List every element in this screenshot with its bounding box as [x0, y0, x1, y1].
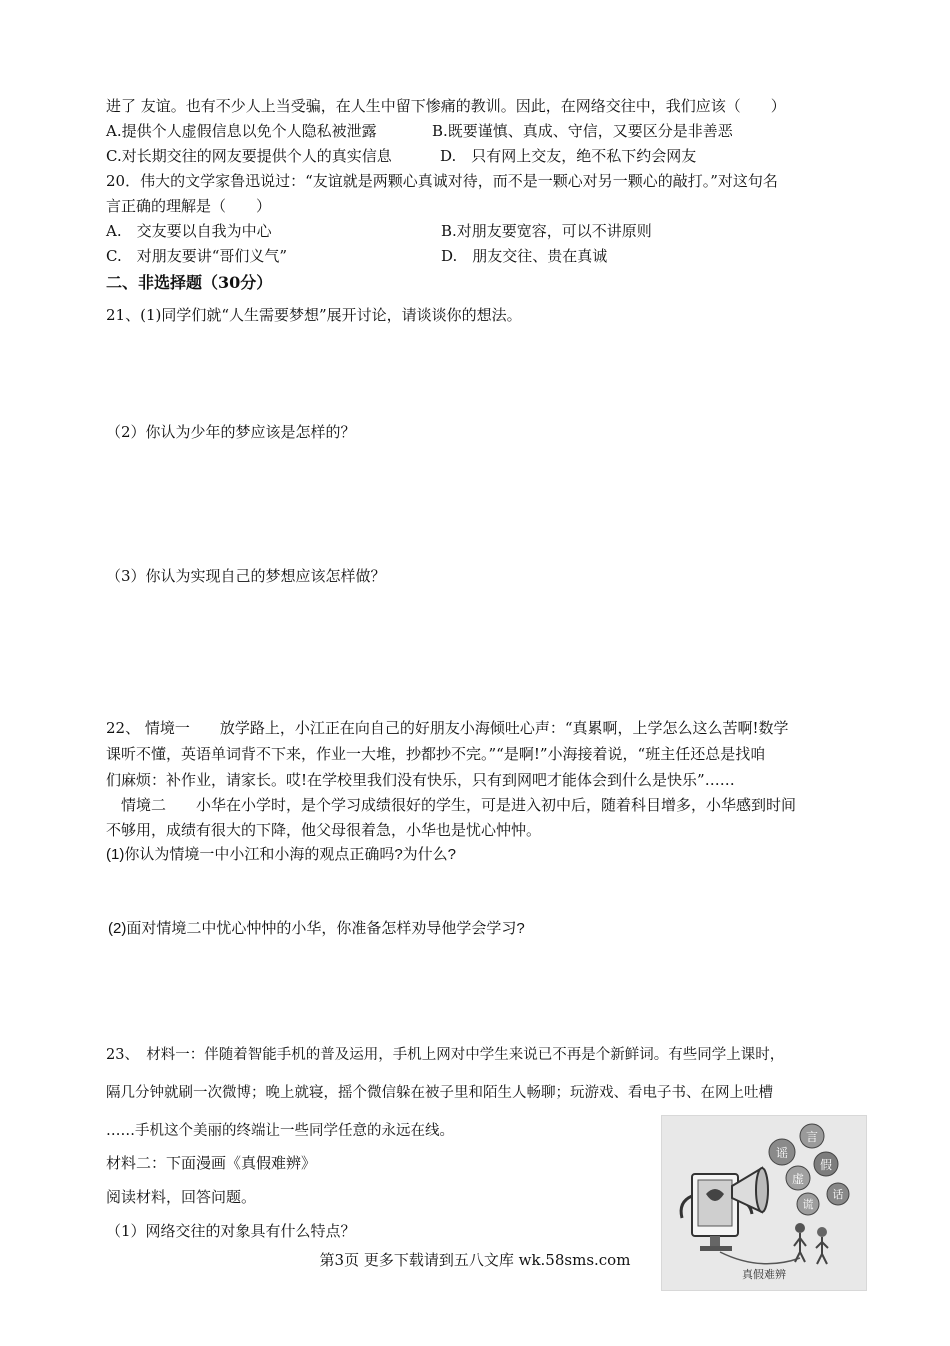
q20-option-a: A. 交友要以自我为中心 — [106, 222, 272, 240]
line-q19-stem-tail: 进了 友谊。也有不少人上当受骗，在人生中留下惨痛的教训。因此，在网络交往中，我们应该（ ） — [106, 97, 786, 115]
q22-line2: 课听不懂，英语单词背不下来，作业一大堆，抄都抄不完。”“是啊!”小海接着说，“班主任还总是找咱 — [106, 745, 766, 763]
q20-option-b: B.对朋友要宽容，可以不讲原则 — [441, 222, 652, 240]
q19-option-d: D. 只有网上交友，绝不私下约会网友 — [440, 147, 697, 165]
q22-line4: 情境二 小华在小学时，是个学习成绩很好的学生，可是进入初中后，随着科目增多，小华感到时间 — [106, 796, 797, 814]
q23-material2: 材料二：下面漫画《真假难辨》 — [106, 1154, 317, 1172]
q19-option-b: B.既要谨慎、真成、守信，又要区分是非善恶 — [432, 122, 733, 140]
q22-line3: 们麻烦：补作业，请家长。哎!在学校里我们没有快乐，只有到网吧才能体会到什么是快乐”…… — [106, 771, 735, 789]
bubble-char-6: 话 — [832, 1188, 844, 1201]
q19-option-c: C.对长期交往的网友要提供个人的真实信息 — [106, 147, 392, 165]
q22-part1: (1)你认为情境一中小江和小海的观点正确吗?为什么? — [106, 846, 457, 863]
q21-part2: （2）你认为少年的梦应该是怎样的？ — [106, 423, 356, 441]
q23-line1: 23、 材料一：伴随着智能手机的普及运用，手机上网对中学生来说已不再是个新鲜词。有些同学上课时， — [106, 1047, 785, 1063]
q19-option-a: A.提供个人虚假信息以免个人隐私被泄露 — [106, 122, 377, 140]
q20-stem-line1: 20．伟大的文学家鲁迅说过：“友谊就是两颗心真诚对待，而不是一颗心对另一颗心的敲打。”对这句名 — [106, 172, 778, 190]
q22-line1: 22、 情境一 放学路上，小江正在向自己的好朋友小海倾吐心声：“真累啊，上学怎么这么苦啊!数学 — [106, 719, 789, 737]
bubble-char-2: 言 — [805, 1130, 819, 1144]
q23-line3: ……手机这个美丽的终端让一些同学任意的永远在线。 — [106, 1123, 454, 1139]
cartoon-caption: 真假难辨 — [742, 1268, 786, 1281]
bubble-char-3: 虚 — [791, 1172, 805, 1186]
q22-part2: (2)面对情境二中忧心忡忡的小华，你准备怎样劝导他学会学习? — [108, 920, 525, 937]
q21-part3: （3）你认为实现自己的梦想应该怎样做？ — [106, 567, 386, 585]
bubble-char-1: 谣 — [775, 1146, 789, 1160]
q23-part1: （1）网络交往的对象具有什么特点？ — [106, 1222, 356, 1240]
q20-option-c: C. 对朋友要讲“哥们义气” — [106, 247, 288, 265]
q23-instruction: 阅读材料，回答问题。 — [106, 1188, 257, 1206]
q23-line2: 隔几分钟就刷一次微博；晚上就寝，摇个微信躲在被子里和陌生人畅聊；玩游戏、看电子书、在网上吐槽 — [106, 1085, 773, 1101]
q20-option-d: D. 朋友交往、贵在真诚 — [441, 247, 608, 265]
q20-stem-line2: 言正确的理解是（ ） — [106, 197, 272, 215]
bubble-char-5: 谎 — [802, 1198, 814, 1211]
page-footer: 第3页 更多下载请到五八文库 wk.58sms.com — [319, 1251, 631, 1269]
section-heading: 二、非选择题（30分） — [106, 273, 273, 292]
q21-part1: 21、(1)同学们就“人生需要梦想”展开讨论，请谈谈你的想法。 — [106, 306, 522, 324]
bubble-char-4: 假 — [819, 1158, 833, 1172]
q22-line5: 不够用，成绩有很大的下降，他父母很着急，小华也是忧心忡忡。 — [106, 821, 542, 839]
